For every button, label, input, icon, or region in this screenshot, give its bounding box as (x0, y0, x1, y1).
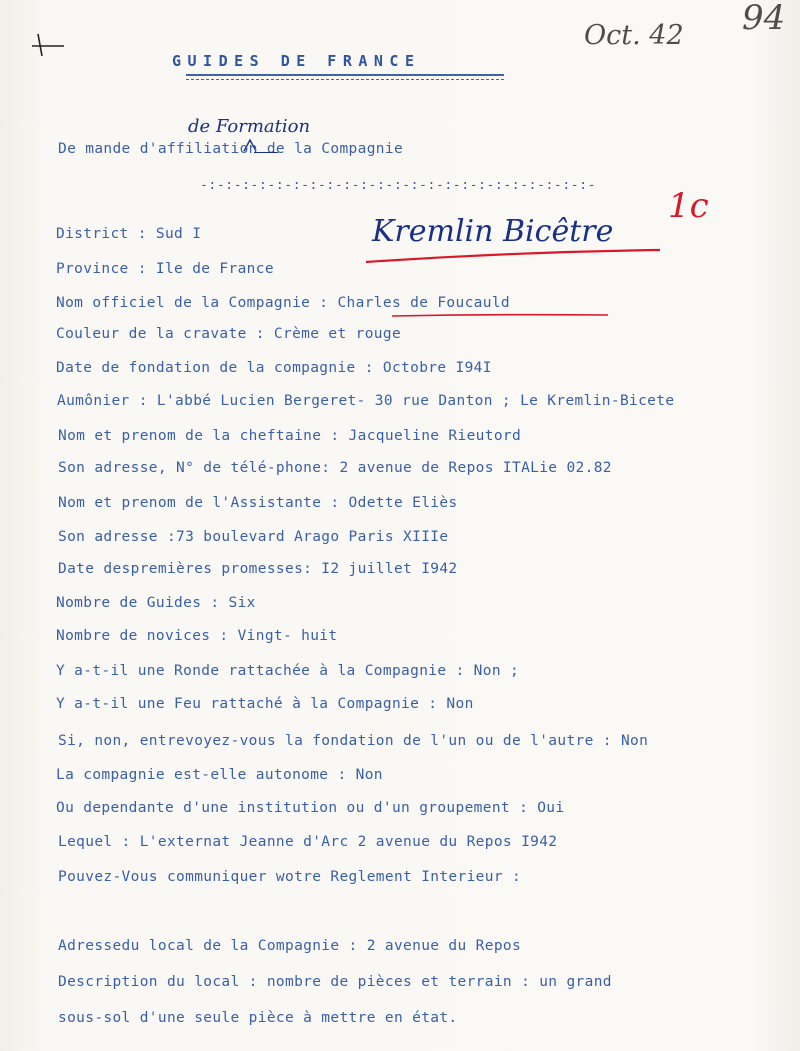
form-line-founding-date: Date de fondation de la compagnie : Octobre I94I (56, 360, 492, 376)
handwritten-insert: de Formation (188, 116, 311, 137)
form-line-tie-color: Couleur de la cravate : Crème et rouge (56, 326, 402, 342)
title-underline (186, 74, 504, 76)
form-heading: De mande d'affiliation de la Compagnie (58, 141, 404, 157)
form-line-regulations-question: Pouvez-Vous communiquer wotre Reglement Interieur : (58, 869, 522, 885)
form-line-novices-count: Nombre de novices : Vingt- huit (56, 628, 338, 644)
handwritten-locality: Kremlin Bicêtre (372, 214, 614, 249)
form-line-institution: Lequel : L'externat Jeanne d'Arc 2 avenue du Repos I942 (58, 834, 558, 850)
form-line-official-name: Nom officiel de la Compagnie : Charles de Foucauld (56, 295, 510, 311)
form-line-province: Province : Ile de France (56, 261, 274, 277)
form-line-dependency-question: Ou dependante d'une institution ou d'un groupement : Oui (56, 800, 565, 816)
title-underline-dashed (186, 79, 504, 80)
form-line-ronde-question: Y a-t-il une Ronde rattachée à la Compagnie : Non ; (56, 663, 520, 679)
red-underline-company-name (390, 310, 610, 320)
form-line-local-description: Description du local : nombre de pièces et terrain : un grand (58, 974, 612, 990)
handwritten-date: Oct. 42 (584, 20, 684, 51)
form-line-first-promises: Date despremières promesses: I2 juillet I942 (58, 561, 458, 577)
red-underline-locality (364, 248, 664, 270)
form-line-foundation-question: Si, non, entrevoyez-vous la fondation de l'un ou de l'autre : Non (58, 733, 649, 749)
form-line-local-address: Adressedu local de la Compagnie : 2 avenue du Repos (58, 938, 522, 954)
margin-tick-mark (30, 30, 66, 60)
heading-separator: -:-:-:-:-:-:-:-:-:-:-:-:-:-:-:-:-:-:-:-:-:-:-:- (200, 178, 597, 193)
form-line-leader-name: Nom et prenom de la cheftaine : Jacqueline Rieutord (58, 428, 522, 444)
handwritten-page-number: 94 (742, 0, 786, 38)
document-title: GUIDES DE FRANCE (172, 52, 421, 70)
form-line-assistant-address: Son adresse :73 boulevard Arago Paris XIIIe (58, 529, 449, 545)
form-line-chaplain: Aumônier : L'abbé Lucien Bergeret- 30 rue Danton ; Le Kremlin-Bicete (57, 393, 675, 409)
form-line-guides-count: Nombre de Guides : Six (56, 595, 256, 611)
form-line-district: District : Sud I (56, 226, 202, 242)
form-line-feu-question: Y a-t-il une Feu rattaché à la Compagnie : Non (56, 696, 474, 712)
form-line-autonomy-question: La compagnie est-elle autonome : Non (56, 767, 383, 783)
heading-strikethrough (254, 152, 278, 153)
form-line-assistant-name: Nom et prenom de l'Assistante : Odette Eliès (58, 495, 458, 511)
handwritten-code: 1c (668, 186, 709, 226)
form-line-local-description-cont: sous-sol d'une seule pièce à mettre en état. (58, 1010, 458, 1026)
form-line-leader-address: Son adresse, N° de télé-phone: 2 avenue de Repos ITALie 02.82 (58, 460, 612, 476)
